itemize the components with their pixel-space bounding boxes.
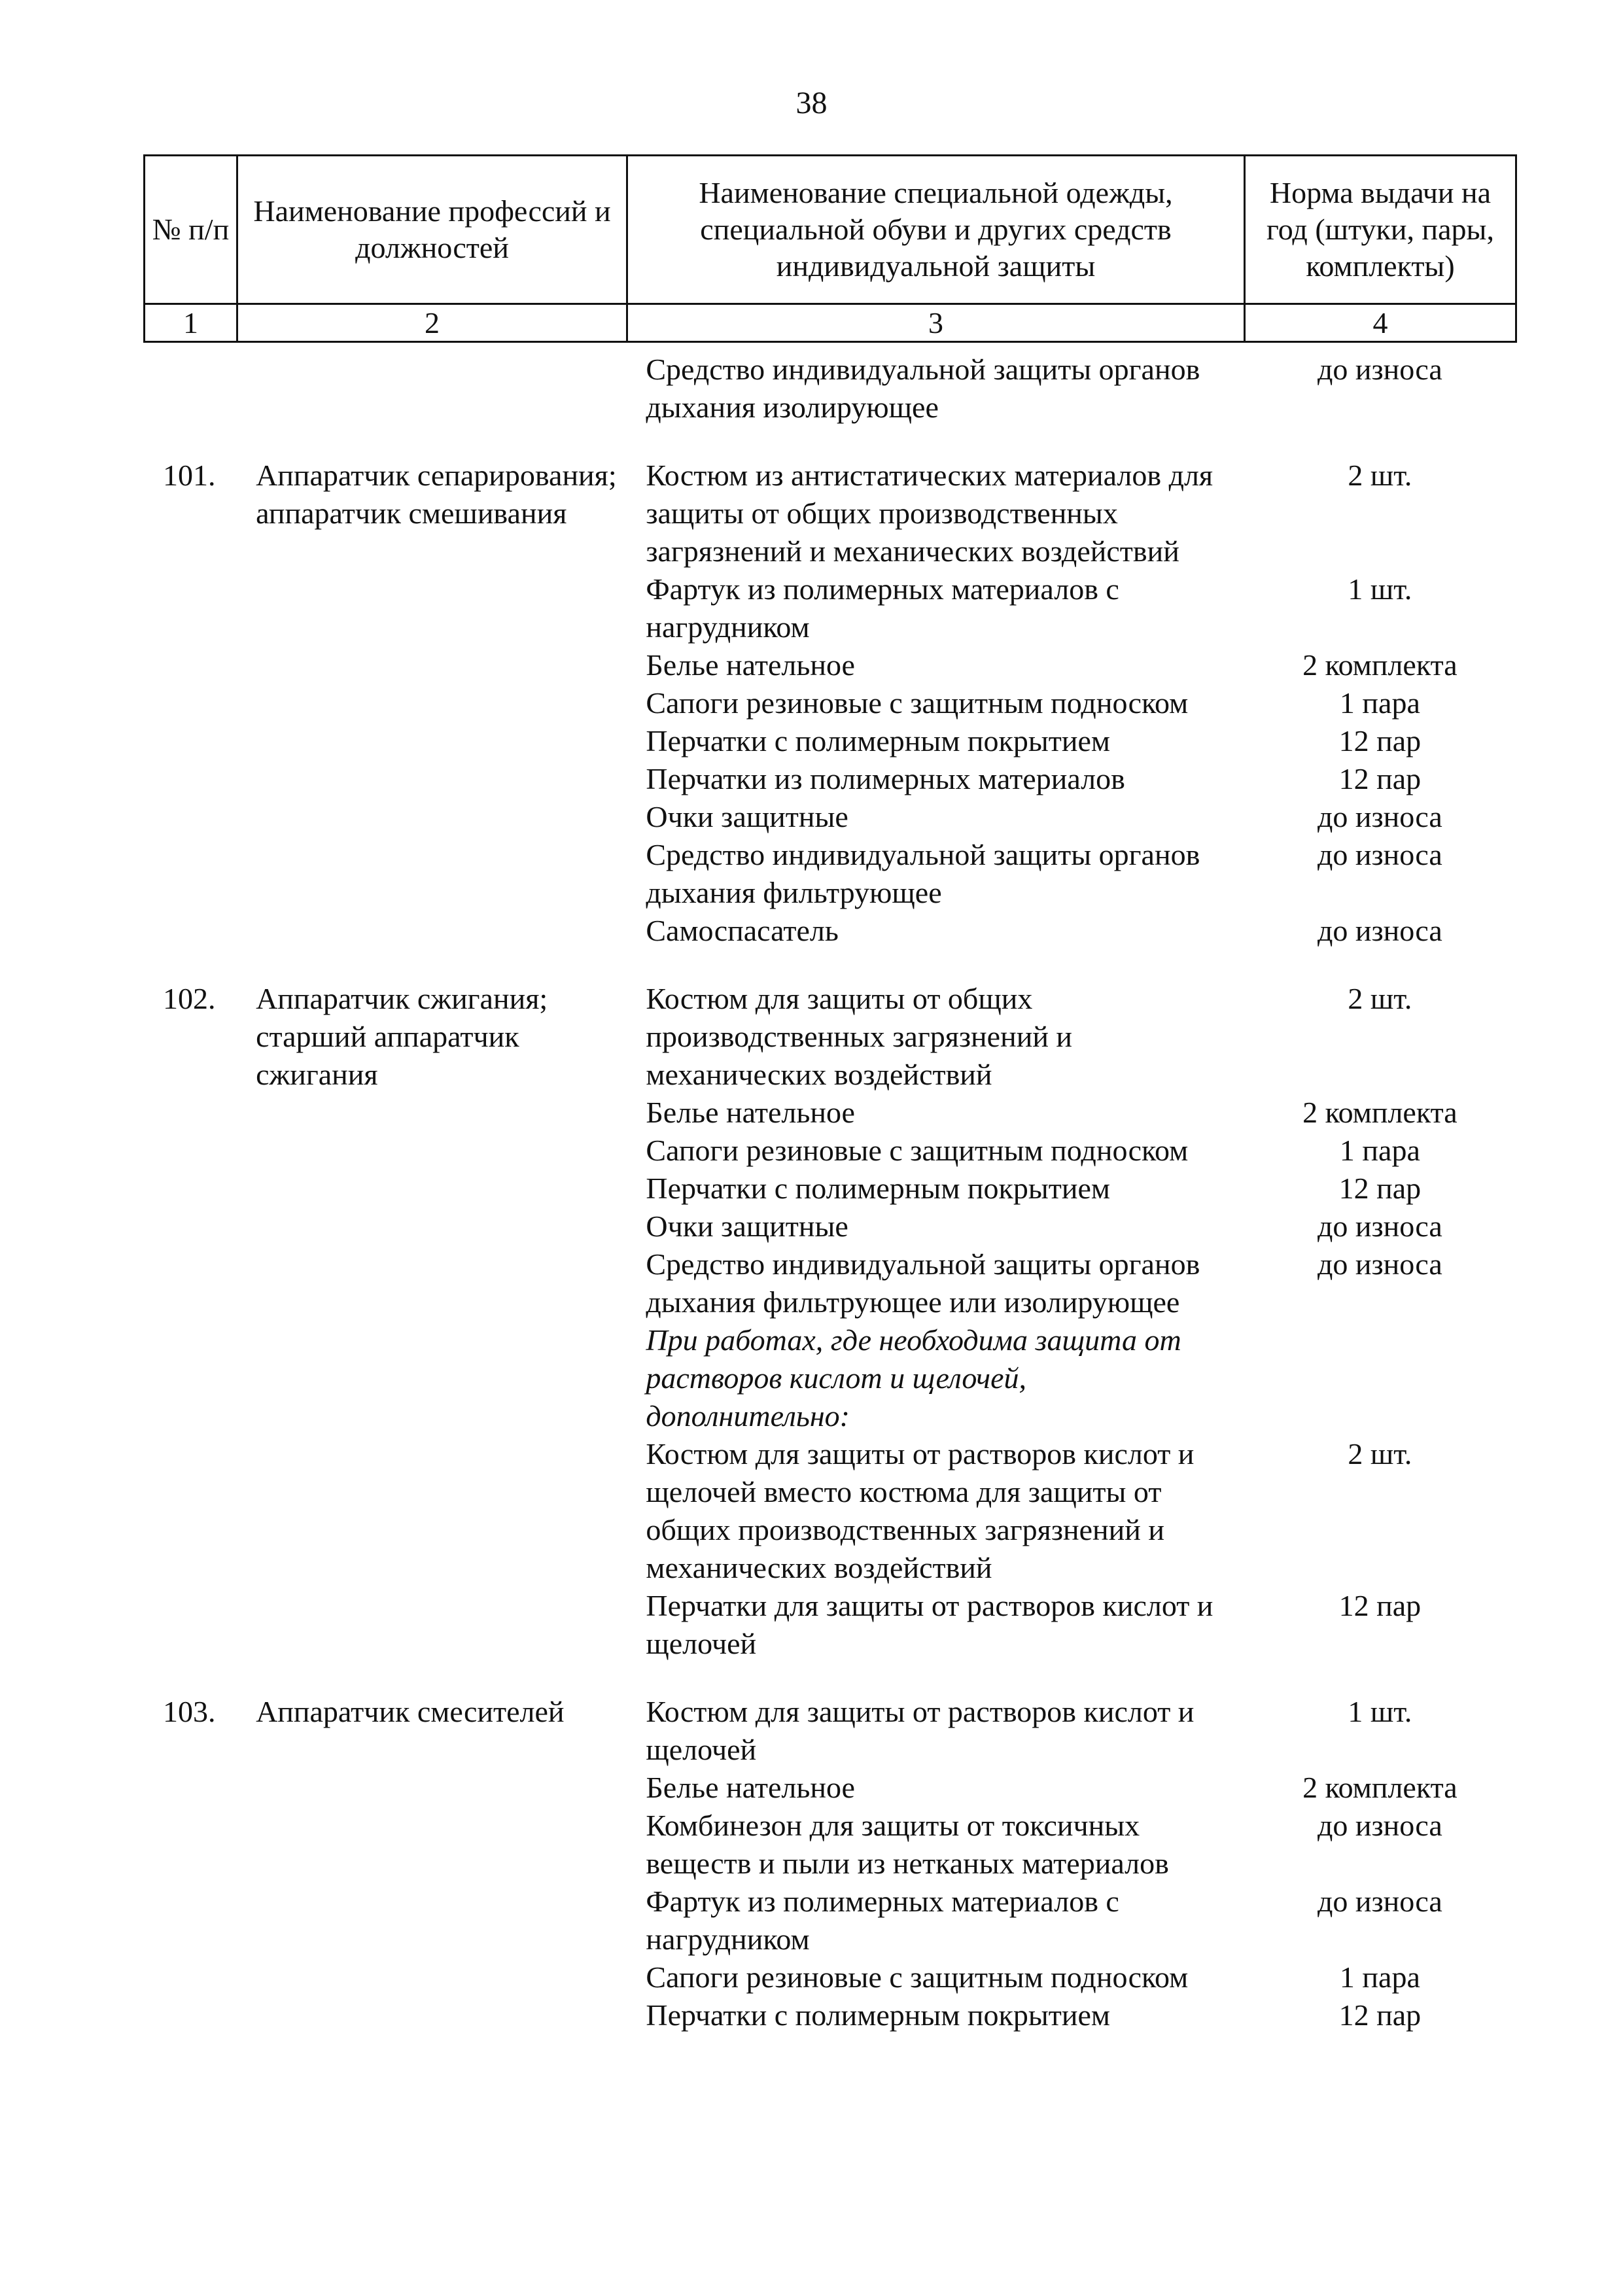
row-norm: 2 комплекта [1302, 1096, 1457, 1129]
row-norm: до износа [1317, 1885, 1442, 1918]
row-item: При работах, где необходима защита от растворов кислот и щелочей, дополнительно: [646, 1323, 1181, 1433]
row-norm: 12 пар [1338, 1589, 1422, 1622]
header-col-number-4: 4 [1245, 304, 1516, 342]
row-item: Перчатки с полимерным покрытием [646, 1998, 1111, 2032]
row-norm: до износа [1317, 1809, 1442, 1842]
row-item: Белье нательное [646, 1771, 855, 1804]
row-norm: до износа [1317, 914, 1442, 947]
row-norm: 2 шт. [1348, 459, 1412, 492]
header-col-number-2: 2 [237, 304, 627, 342]
row-norm: до износа [1317, 1247, 1442, 1281]
row-norm: до износа [1317, 353, 1442, 386]
row-item: Костюм для защиты от растворов кислот и щелочей вместо костюма для защиты от общих производственных загрязнений и механических воздействий [646, 1437, 1195, 1584]
section-gap [143, 1663, 1516, 1693]
row-number: 103. [163, 1695, 216, 1728]
row-norm: 12 пар [1338, 724, 1422, 757]
row-item: Сапоги резиновые с защитным подноском [646, 686, 1189, 720]
row-profession [236, 351, 626, 426]
row-item: Очки защитные [646, 800, 848, 833]
row-profession: Аппаратчик смесителей [256, 1695, 565, 1728]
row-norm: 1 пара [1339, 1960, 1420, 1994]
row-item: Сапоги резиновые с защитным подноском [646, 1134, 1189, 1167]
row-item: Средство индивидуальной защиты органов дыхания изолирующее [646, 353, 1200, 424]
header-profession: Наименование профессий и должностей [237, 156, 627, 304]
header-col-number-1: 1 [145, 304, 237, 342]
row-item: Костюм из антистатических материалов для защиты от общих производственных загрязнений и механических воздействий [646, 459, 1213, 568]
row-item: Костюм для защиты от общих производственных загрязнений и механических воздействий [646, 982, 1073, 1091]
row-norm: до износа [1317, 800, 1442, 833]
header-col-number-3: 3 [627, 304, 1245, 342]
header-number: № п/п [145, 156, 237, 304]
section-gap [143, 426, 1516, 457]
row-norm: до износа [1317, 838, 1442, 871]
table-row [143, 351, 1516, 426]
row-item: Фартук из полимерных материалов с нагрудником [646, 1885, 1119, 1956]
header-item: Наименование специальной одежды, специальной обуви и других средств индивидуальной защиты [627, 156, 1245, 304]
row-item: Костюм для защиты от растворов кислот и щелочей [646, 1695, 1195, 1766]
row-norm: 1 пара [1339, 1134, 1420, 1167]
row-item: Комбинезон для защиты от токсичных веществ и пыли из нетканых материалов [646, 1809, 1169, 1880]
row-item: Сапоги резиновые с защитным подноском [646, 1960, 1189, 1994]
row-norm: 1 шт. [1348, 572, 1412, 606]
row-item: Самоспасатель [646, 914, 839, 947]
row-norm: 1 шт. [1348, 1695, 1412, 1728]
row-norm: 12 пар [1338, 1172, 1422, 1205]
table-row [143, 1693, 1516, 1769]
row-profession: Аппаратчик сепарирования; аппаратчик смешивания [256, 459, 617, 530]
table-body [143, 351, 1516, 2034]
row-norm: 12 пар [1338, 1998, 1422, 2032]
row-item: Перчатки для защиты от растворов кислот и щелочей [646, 1589, 1213, 1660]
row-number: 101. [163, 459, 216, 492]
section-gap [143, 950, 1516, 980]
row-item: Белье нательное [646, 648, 855, 682]
row-norm: 2 шт. [1348, 982, 1412, 1015]
row-item: Перчатки из полимерных материалов [646, 762, 1125, 795]
row-number: 102. [163, 982, 216, 1015]
table-header [143, 154, 1517, 343]
row-item: Средство индивидуальной защиты органов дыхания фильтрующее [646, 838, 1200, 909]
row-norm: 2 комплекта [1302, 648, 1457, 682]
table-row [143, 457, 1516, 570]
row-norm: 12 пар [1338, 762, 1422, 795]
page-number: 38 [795, 86, 828, 120]
row-item: Перчатки с полимерным покрытием [646, 724, 1111, 757]
row-norm: до износа [1317, 1209, 1442, 1243]
table-row [143, 980, 1516, 1094]
row-profession: Аппаратчик сжигания; старший аппаратчик сжигания [256, 982, 548, 1091]
row-item: Очки защитные [646, 1209, 848, 1243]
header-norm: Норма выдачи на год (штуки, пары, комплекты) [1245, 156, 1516, 304]
row-norm [1244, 1321, 1516, 1435]
row-number [143, 351, 236, 426]
row-norm: 2 комплекта [1302, 1771, 1457, 1804]
row-item: Средство индивидуальной защиты органов дыхания фильтрующее или изолирующее [646, 1247, 1200, 1319]
row-norm: 2 шт. [1348, 1437, 1412, 1470]
row-item: Белье нательное [646, 1096, 855, 1129]
row-norm: 1 пара [1339, 686, 1420, 720]
row-item: Фартук из полимерных материалов с нагрудником [646, 572, 1119, 644]
row-item: Перчатки с полимерным покрытием [646, 1172, 1111, 1205]
